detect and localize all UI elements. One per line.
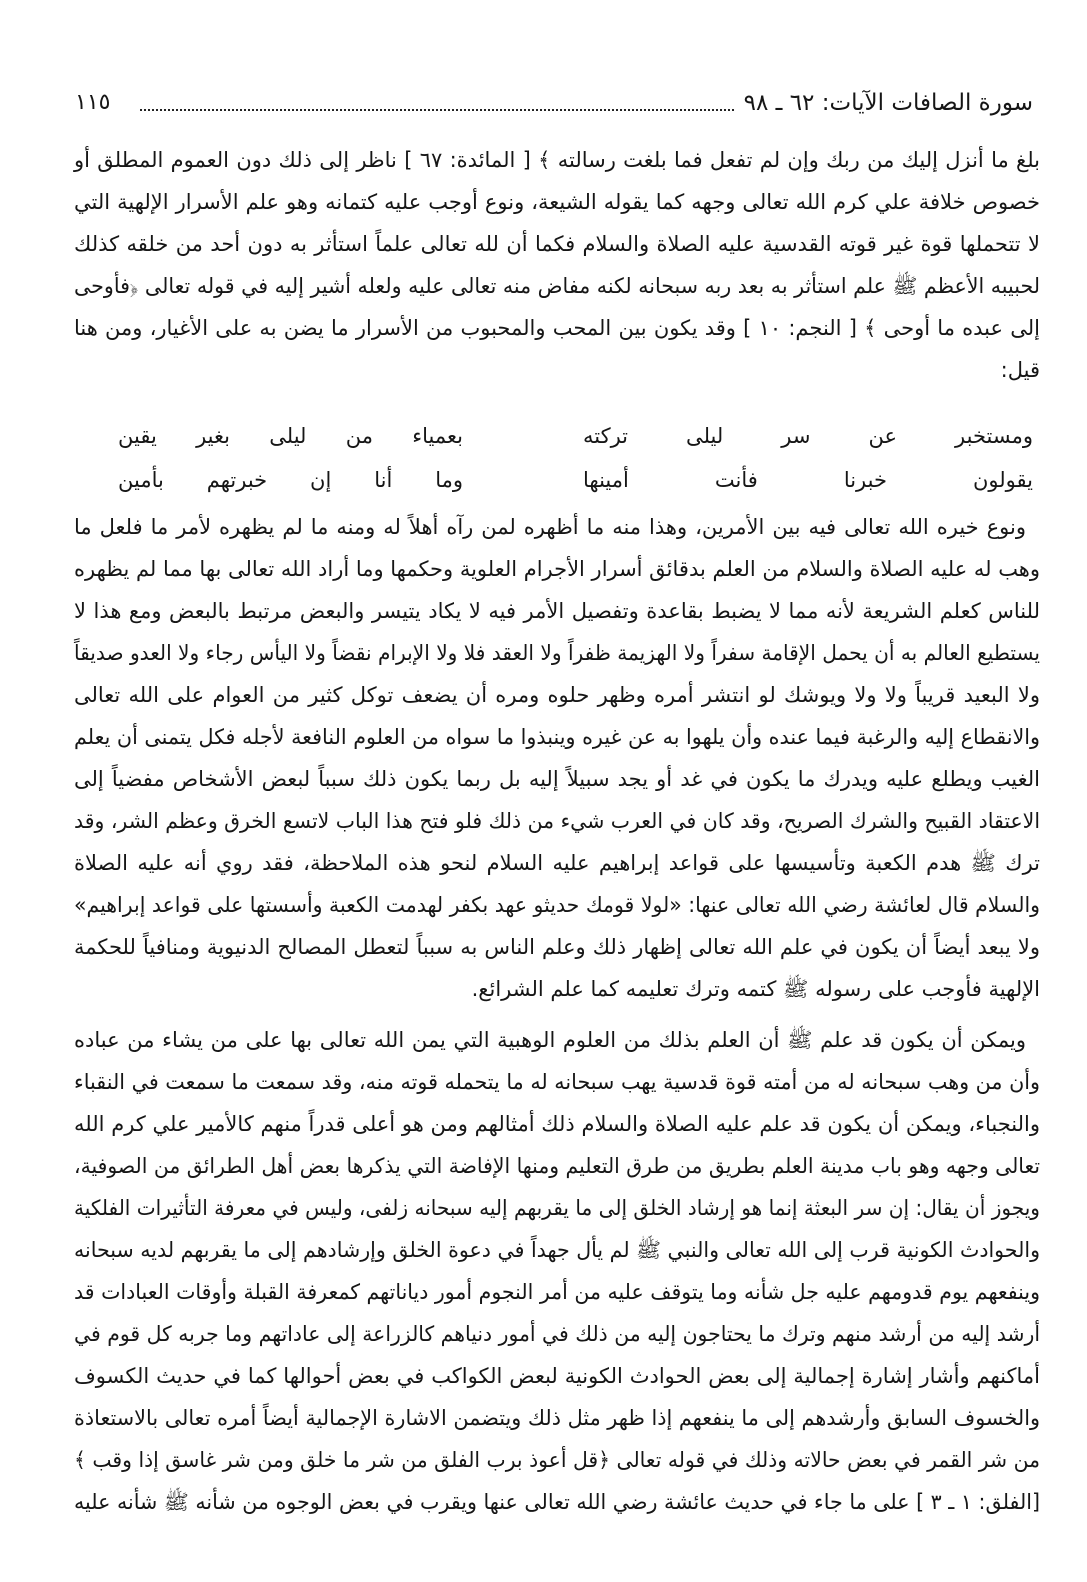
page-number: ١١٥ (75, 90, 111, 115)
text-line: يستطيع العالم به أن يحمل الإقامة سفراً ولا الهزيمة ظفراً ولا العقد فلا ولا الإبرام نقضاً ولا اليأس رجاء ولا العدو صديقاً (74, 641, 1041, 665)
paragraph (74, 139, 1040, 391)
text-line: للناس كعلم الشريعة لأنه مما لا يضبط بقاعدة وتفصيل الأمر فيه لا يكاد يتيسر والبعض مرتبط بالبعض ومع هذا لا (74, 599, 1040, 623)
surah-title: سورة الصافات الآيات: ٦٢ ـ ٩٨ (743, 90, 1033, 116)
text-line: خصوص خلافة علي كرم الله تعالى وجهه كما يقوله الشيعة، ونوع أوجب عليه كتمانه وهو علم الأسرار الإلهية التي (74, 190, 1040, 214)
text-line: وينفعهم يوم قدومهم عليه جل شأنه وما يتوقف عليه من أمر النجوم أمور دياناتهم كمعرفة القبلة وأوقات العبادات قد (74, 1280, 1040, 1304)
text-line: ونوع خيره الله تعالى فيه بين الأمرين، وهذا منه ما أظهره لمن رآه أهلاً له ومنه ما لم يظهره لأمر ما فلعل ما (74, 515, 1026, 539)
text-line: ويمكن أن يكون قد علم ﷺ أن العلم بذلك من العلوم الوهبية التي يمن الله تعالى بها على من يشاء من عباده (74, 1028, 1026, 1052)
text-line: والنجباء، ويمكن أن يكون قد علم عليه الصلاة والسلام ذلك أمثالهم ومن هو أعلى قدراً منهم كالأمير علي كرم الله (74, 1112, 1040, 1136)
text-line: لا تتحملها قوة غير قوته القدسية عليه الصلاة والسلام فكما أن لله تعالى علماً استأثر به دون أحد من خلقه كذلك (74, 232, 1040, 256)
text-line: الاعتقاد القبيح والشرك الصريح، وقد كان في العرب شيء من ذلك فلو فتح هذا الباب لاتسع الخرق وعظم الشر، وقد (73, 809, 1040, 833)
text-line: والخسوف السابق وأرشدهم إلى ما ينفعهم إذا ظهر مثل ذلك ويتضمن الاشارة الإجمالية أيضاً أمره تعالى بالاستعاذة (73, 1406, 1041, 1430)
verse-2-first-hemistich: يقولون خبرنا فأنت أمينها (583, 468, 1033, 492)
text-line: والسلام قال لعائشة رضي الله تعالى عنها: «لولا قومك حديثو عهد بكفر لهدمت الكعبة وأسستها على قواعد إبراهيم» (74, 893, 1040, 917)
text-line: والانقطاع إليه والرغبة فيما عنده وأن يلهوا به عن غيره وينبذوا ما سواه من العلوم النافعة لأجله فكل يتمنى أن يعلم (73, 725, 1041, 749)
text-line: الغيب ويطلع عليه ويدرك ما يكون في غد أو يجد سبيلاً إليه بل ربما يكون ذلك سبباً لبعض الأشخاص مفضياً إلى (74, 767, 1040, 791)
text-line: تعالى وجهه وهو باب مدينة العلم بطريق من طرق التعليم ومنها الإفاضة التي يذكرها بعض أهل الطرائق من الصوفية، (74, 1154, 1041, 1178)
text-line: بلغ ما أنزل إليك من ربك وإن لم تفعل فما بلغت رسالته ﴾ [ المائدة: ٦٧ ] ناظر إلى ذلك دون العموم المطلق أو (74, 148, 1040, 172)
text-line: إلى عبده ما أوحى ﴾ [ النجم: ١٠ ] وقد يكون بين المحب والمحبوب من الأسرار ما يضن به على الأغيار، ومن هنا (73, 316, 1040, 340)
text-line: ولا البعيد قريباً ولا ولا ويوشك لو انتشر أمره وظهر حلوه ومره أن يضعف توكل كثير من العوام على الله تعالى (74, 683, 1040, 707)
running-header (75, 85, 1033, 121)
text-line: ترك ﷺ هدم الكعبة وتأسيسها على قواعد إبراهيم عليه السلام لنحو هذه الملاحظة، فقد روي أنه عليه الصلاة (74, 851, 1040, 875)
text-line: من شر القمر في بعض حالاته وذلك في قوله تعالى ﴿قل أعوذ برب الفلق من شر ما خلق ومن شر غاسق إذا وقب ﴾ (74, 1448, 1041, 1472)
paragraph (74, 1019, 1040, 1523)
dot-leader (140, 109, 733, 111)
text-line: ولا يبعد أيضاً أن يكون في علم الله تعالى إظهار ذلك وعلم الناس به سبباً لتعطل المصالح الدنيوية ومنافياً للحكمة (74, 935, 1040, 959)
text-line: والحوادث الكونية قرب إلى الله تعالى والنبي ﷺ لم يأل جهداً في دعوة الخلق وإرشادهم إلى ما يقربهم لديه سبحانه (73, 1238, 1040, 1262)
text-line: ويجوز أن يقال: إن سر البعثة إنما هو إرشاد الخلق إلى ما يقربهم إليه سبحانه زلفى، وليس في معرفة التأثيرات الفلكية (73, 1196, 1040, 1220)
verse-2-second-hemistich: وما أنا إن خبرتهم بأمين (118, 468, 463, 492)
text-line: وهب له عليه الصلاة والسلام من العلم بدقائق أسرار الأجرام العلوية وحكمها وما أراد الله تعالى بها مما لم يظهره (73, 557, 1040, 581)
text-line: أرشد إليه من أرشد منهم وترك ما يحتاجون إليه من ذلك في أمور دنياهم كالزراعة إلى عاداتهم وما جربه كل قوم في (74, 1322, 1041, 1346)
text-line: الإلهية فأوجب على رسوله ﷺ كتمه وترك تعليمه كما علم الشرائع. (471, 977, 1040, 1001)
paragraph (74, 506, 1040, 1010)
verse-1-second-hemistich: بعمياء من ليلى بغير يقين (118, 424, 463, 448)
text-line: [الفلق: ١ ـ ٣ ] على ما جاء في حديث عائشة رضي الله تعالى عنها ويقرب في بعض الوجوه من شأنه ﷺ شأنه عليه (73, 1490, 1040, 1514)
text-line: وأن من وهب سبحانه له من أمته قوة قدسية يهب سبحانه له ما يتحمله قوته منه، وقد سمعت ما سمعت في النقباء (74, 1070, 1041, 1094)
text-line: لحبيبه الأعظم ﷺ علم استأثر به بعد ربه سبحانه لكنه مفاض منه تعالى عليه ولعله أشير إليه في قوله تعالى ﴿فأوحى (74, 274, 1041, 298)
text-line: أماكنهم وأشار إشارة إجمالية إلى بعض الحوادث الكونية لبعض الكواكب في بعض أحوالها كما في حديث الكسوف (74, 1364, 1040, 1388)
text-line: قيل: (1000, 358, 1040, 382)
verse-1-first-hemistich: ومستخبر عن سر ليلى تركته (583, 424, 1033, 448)
